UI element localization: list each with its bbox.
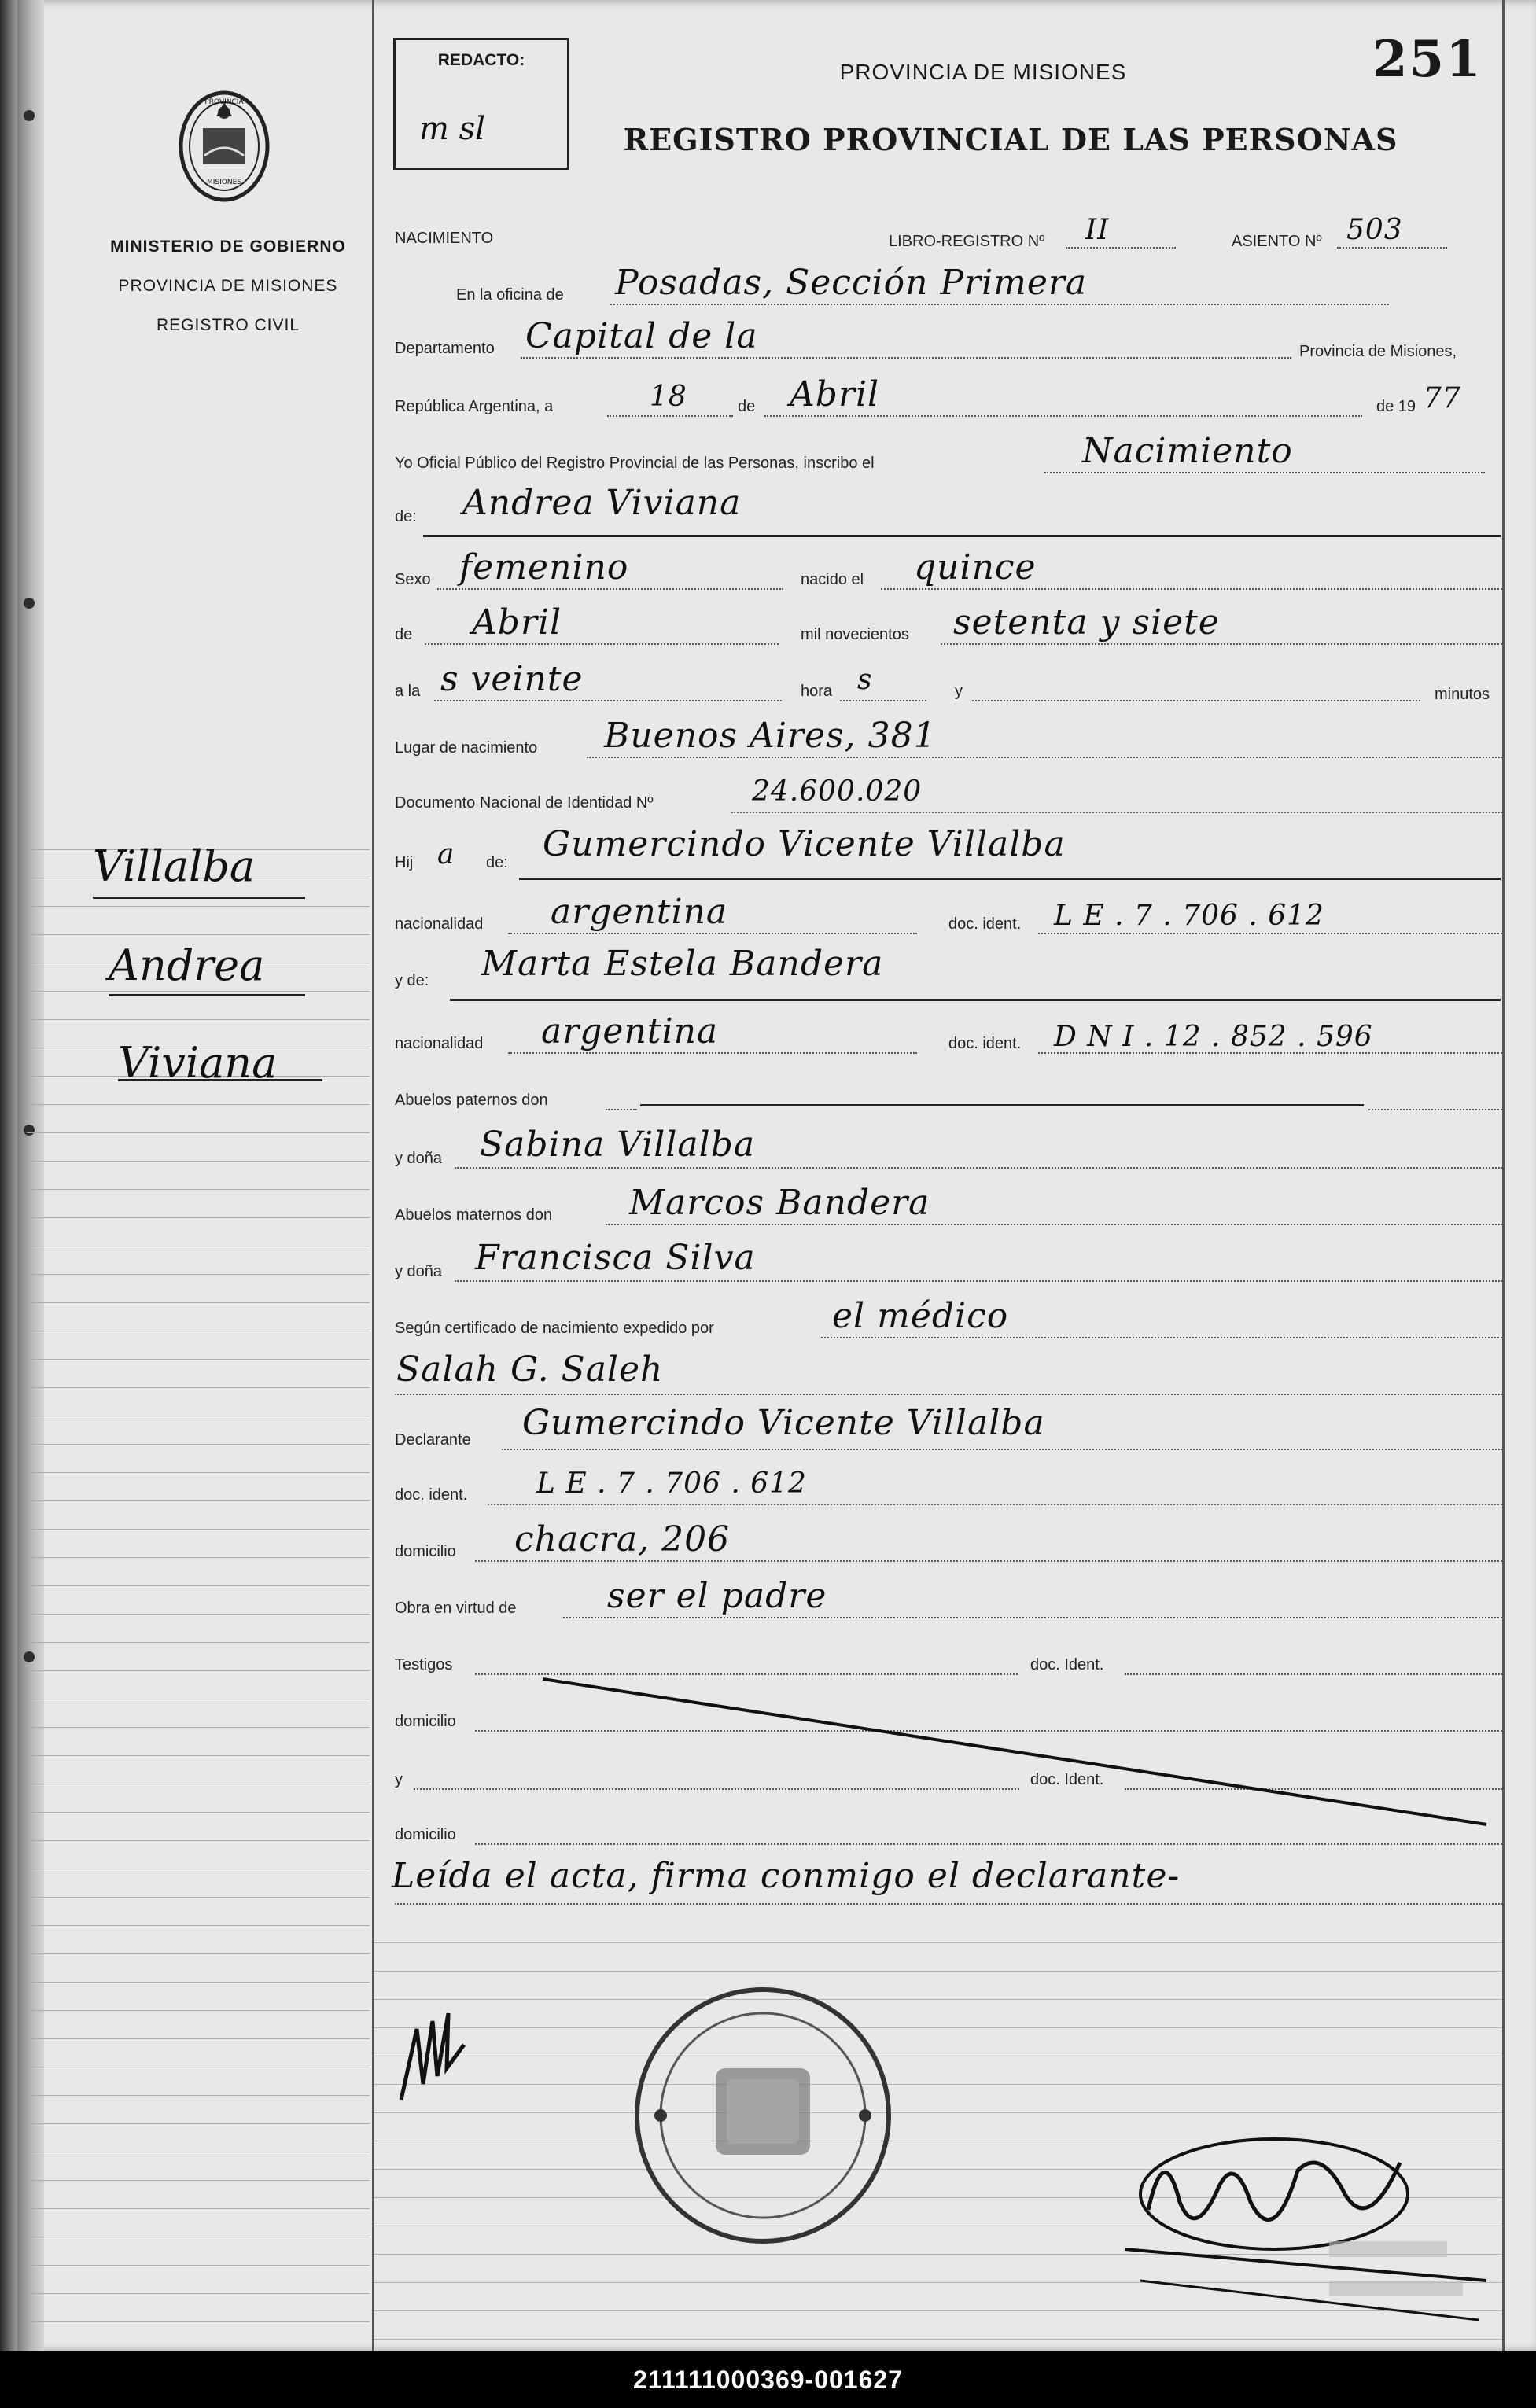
de-mes-label: de [395, 626, 413, 643]
oficial-label: Yo Oficial Público del Registro Provincial de las Personas, inscribo el [395, 455, 875, 472]
doc-t2-label: doc. Ident. [1030, 1771, 1104, 1788]
form-rule [374, 2112, 1502, 2113]
hij-label: Hij [395, 854, 414, 871]
madre-value: Marta Estela Bandera [481, 944, 884, 984]
nac-padre-value: argentina [551, 892, 728, 932]
margin-nombre1: Andrea [109, 941, 265, 990]
nac-padre-label: nacionalidad [395, 915, 484, 933]
abuela-pat-value: Sabina Villalba [480, 1125, 756, 1165]
doc-decl-value: L E . 7 . 706 . 612 [536, 1467, 807, 1500]
declarante-value: Gumercindo Vicente Villalba [522, 1403, 1045, 1443]
margin-rule [27, 1359, 370, 1360]
ministry-name: MINISTERIO DE GOBIERNO [110, 237, 346, 256]
margin-rule [27, 1472, 370, 1473]
domicilio-label: domicilio [395, 1543, 456, 1560]
margin-rule [27, 1217, 370, 1218]
margin-rule [27, 1529, 370, 1530]
padre-value: Gumercindo Vicente Villalba [543, 824, 1066, 864]
mil-value: setenta y siete [953, 602, 1220, 643]
abuelo-pat-strike [640, 1104, 1364, 1106]
margin-rule [27, 991, 370, 992]
dni-value: 24.600.020 [752, 775, 923, 808]
margin-rule [27, 1302, 370, 1303]
y-dona-pat-label: y doña [395, 1150, 443, 1167]
doc-decl-label: doc. ident. [395, 1486, 468, 1504]
margin-rule [27, 1982, 370, 1983]
doc-madre-label: doc. ident. [948, 1035, 1022, 1052]
domicilio-t1-label: domicilio [395, 1713, 456, 1730]
margin-rule [27, 1557, 370, 1558]
margin-nombre2: Viviana [118, 1038, 278, 1088]
inscribo-value: Nacimiento [1082, 431, 1293, 471]
doc-padre-label: doc. ident. [948, 915, 1022, 933]
sexo-value: femenino [459, 547, 629, 587]
margin-rule [27, 2123, 370, 2124]
nacimiento-label: NACIMIENTO [395, 230, 494, 247]
margin-rule [27, 1500, 370, 1501]
oficina-label: En la oficina de [456, 286, 564, 304]
margin-rule [27, 1614, 370, 1615]
image-id-label: 211111000369-001627 [633, 2366, 903, 2394]
nacido-label: nacido el [801, 571, 864, 588]
hora-value: s veinte [440, 659, 584, 699]
provincia-label: Provincia de Misiones, [1299, 343, 1457, 360]
lugar-value: Buenos Aires, 381 [604, 716, 937, 756]
margin-rule [27, 1840, 370, 1841]
sexo-label: Sexo [395, 571, 431, 588]
mil-label: mil novecientos [801, 626, 909, 643]
testigos-label: Testigos [395, 1656, 453, 1673]
cierre-value: Leída el acta, firma conmigo el declarante- [392, 1856, 1181, 1896]
margin-rule [27, 1189, 370, 1190]
redacto-label: REDACTO: [437, 51, 525, 69]
domicilio-t2-label: domicilio [395, 1826, 456, 1843]
margin-rule [27, 2038, 370, 2039]
margin-apellido: Villalba [93, 841, 256, 891]
official-seal-stamp [629, 1982, 897, 2249]
form-rule [374, 1971, 1502, 1972]
certificado-value: el médico [832, 1296, 1009, 1336]
abuela-mat-value: Francisca Silva [475, 1238, 756, 1278]
margin-rule [27, 2010, 370, 2011]
margin-rule [27, 2208, 370, 2209]
certificado-label: Según certificado de nacimiento expedido por [395, 1320, 714, 1337]
departamento-label: Departamento [395, 340, 495, 357]
nac-mes-value: Abril [472, 602, 562, 643]
margin-rule [27, 1727, 370, 1728]
nac-madre-value: argentina [541, 1011, 719, 1051]
margin-rule [27, 1755, 370, 1756]
y-de-label: y de: [395, 972, 429, 989]
registrar-signature-right [1117, 2123, 1494, 2328]
doc-t1-label: doc. Ident. [1030, 1656, 1104, 1673]
left-margin [27, 0, 370, 2351]
abuelos-pat-label: Abuelos paternos don [395, 1092, 548, 1109]
de-year-label: de 19 [1376, 398, 1416, 415]
departamento-value: Capital de la [525, 316, 758, 356]
margin-rule [27, 2265, 370, 2266]
obra-label: Obra en virtud de [395, 1600, 517, 1617]
domicilio-value: chacra, 206 [514, 1519, 731, 1559]
provincial-crest-icon [173, 85, 275, 203]
asiento-label: ASIENTO Nº [1232, 233, 1322, 250]
declarante-label: Declarante [395, 1431, 471, 1449]
asiento-value: 503 [1346, 214, 1403, 246]
nacido-value: quince [914, 547, 1037, 587]
margin-rule [27, 2180, 370, 2181]
de-label: de [738, 398, 756, 415]
abuelo-mat-value: Marcos Bandera [629, 1183, 930, 1223]
de-nombre-label: de: [395, 508, 417, 525]
libro-label: LIBRO-REGISTRO Nº [889, 233, 1045, 250]
lugar-label: Lugar de nacimiento [395, 739, 538, 757]
form-rule [374, 2027, 1502, 2028]
crest-top-text: PROVINCIA [204, 98, 244, 106]
margin-rule [27, 1019, 370, 1020]
minutos-label: minutos [1435, 686, 1490, 703]
margin-rule [27, 1925, 370, 1926]
oficina-value: Posadas, Sección Primera [615, 263, 1088, 303]
hij-suffix: a [437, 838, 455, 871]
margin-rule [27, 1642, 370, 1643]
form-rule [374, 2339, 1502, 2340]
margin-rule [27, 1387, 370, 1388]
province-title: PROVINCIA DE MISIONES [839, 60, 1127, 84]
margin-rule [27, 1670, 370, 1671]
margin-rule [27, 2293, 370, 2294]
year-value: 77 [1424, 382, 1461, 414]
margin-rule [27, 1161, 370, 1162]
abuelos-mat-label: Abuelos maternos don [395, 1206, 553, 1224]
margin-rule [27, 1812, 370, 1813]
libro-value: II [1085, 214, 1110, 246]
obra-value: ser el padre [607, 1576, 827, 1616]
horas-suffix: s [857, 664, 873, 696]
margin-rule [27, 906, 370, 907]
horas-label: hora [801, 683, 833, 700]
ministry-province: PROVINCIA DE MISIONES [118, 277, 338, 295]
margin-rule [27, 2095, 370, 2096]
registry-title: REGISTRO PROVINCIAL DE LAS PERSONAS [623, 122, 1398, 157]
margin-rule [27, 1585, 370, 1586]
margin-rule [27, 1897, 370, 1898]
margin-rule [27, 934, 370, 935]
dia-value: 18 [650, 381, 687, 413]
ala-label: a la [395, 683, 421, 700]
form-rule [374, 2084, 1502, 2085]
de-padre-label: de: [486, 854, 508, 871]
y-dona-mat-label: y doña [395, 1263, 443, 1280]
margin-rule [27, 2321, 370, 2322]
margin-rule [27, 1274, 370, 1275]
margin-rule [27, 1132, 370, 1133]
mes-value: Abril [790, 374, 880, 414]
nac-madre-label: nacionalidad [395, 1035, 484, 1052]
margin-rule [27, 1953, 370, 1954]
doc-padre-value: L E . 7 . 706 . 612 [1054, 900, 1324, 932]
registrar-signature-left [385, 1997, 480, 2108]
crest-bottom-text: MISIONES [206, 179, 242, 186]
margin-rule [27, 1104, 370, 1105]
redacto-box [393, 38, 569, 170]
redacto-initials: m sl [419, 111, 485, 147]
medico-value: Salah G. Saleh [396, 1349, 664, 1390]
margin-rule [27, 1444, 370, 1445]
doc-madre-value: D N I . 12 . 852 . 596 [1054, 1021, 1373, 1053]
dni-label: Documento Nacional de Identidad Nº [395, 794, 654, 812]
form-rule [374, 1999, 1502, 2000]
nombre-value: Andrea Viviana [462, 483, 742, 523]
form-rule [374, 1942, 1502, 1943]
republica-label: República Argentina, a [395, 398, 554, 415]
ministry-registry: REGISTRO CIVIL [156, 316, 300, 334]
y-label: y [955, 683, 963, 700]
y-t-label: y [395, 1771, 403, 1788]
testigos-strike-line [543, 1667, 1518, 1848]
folio-number: 251 [1372, 30, 1483, 89]
